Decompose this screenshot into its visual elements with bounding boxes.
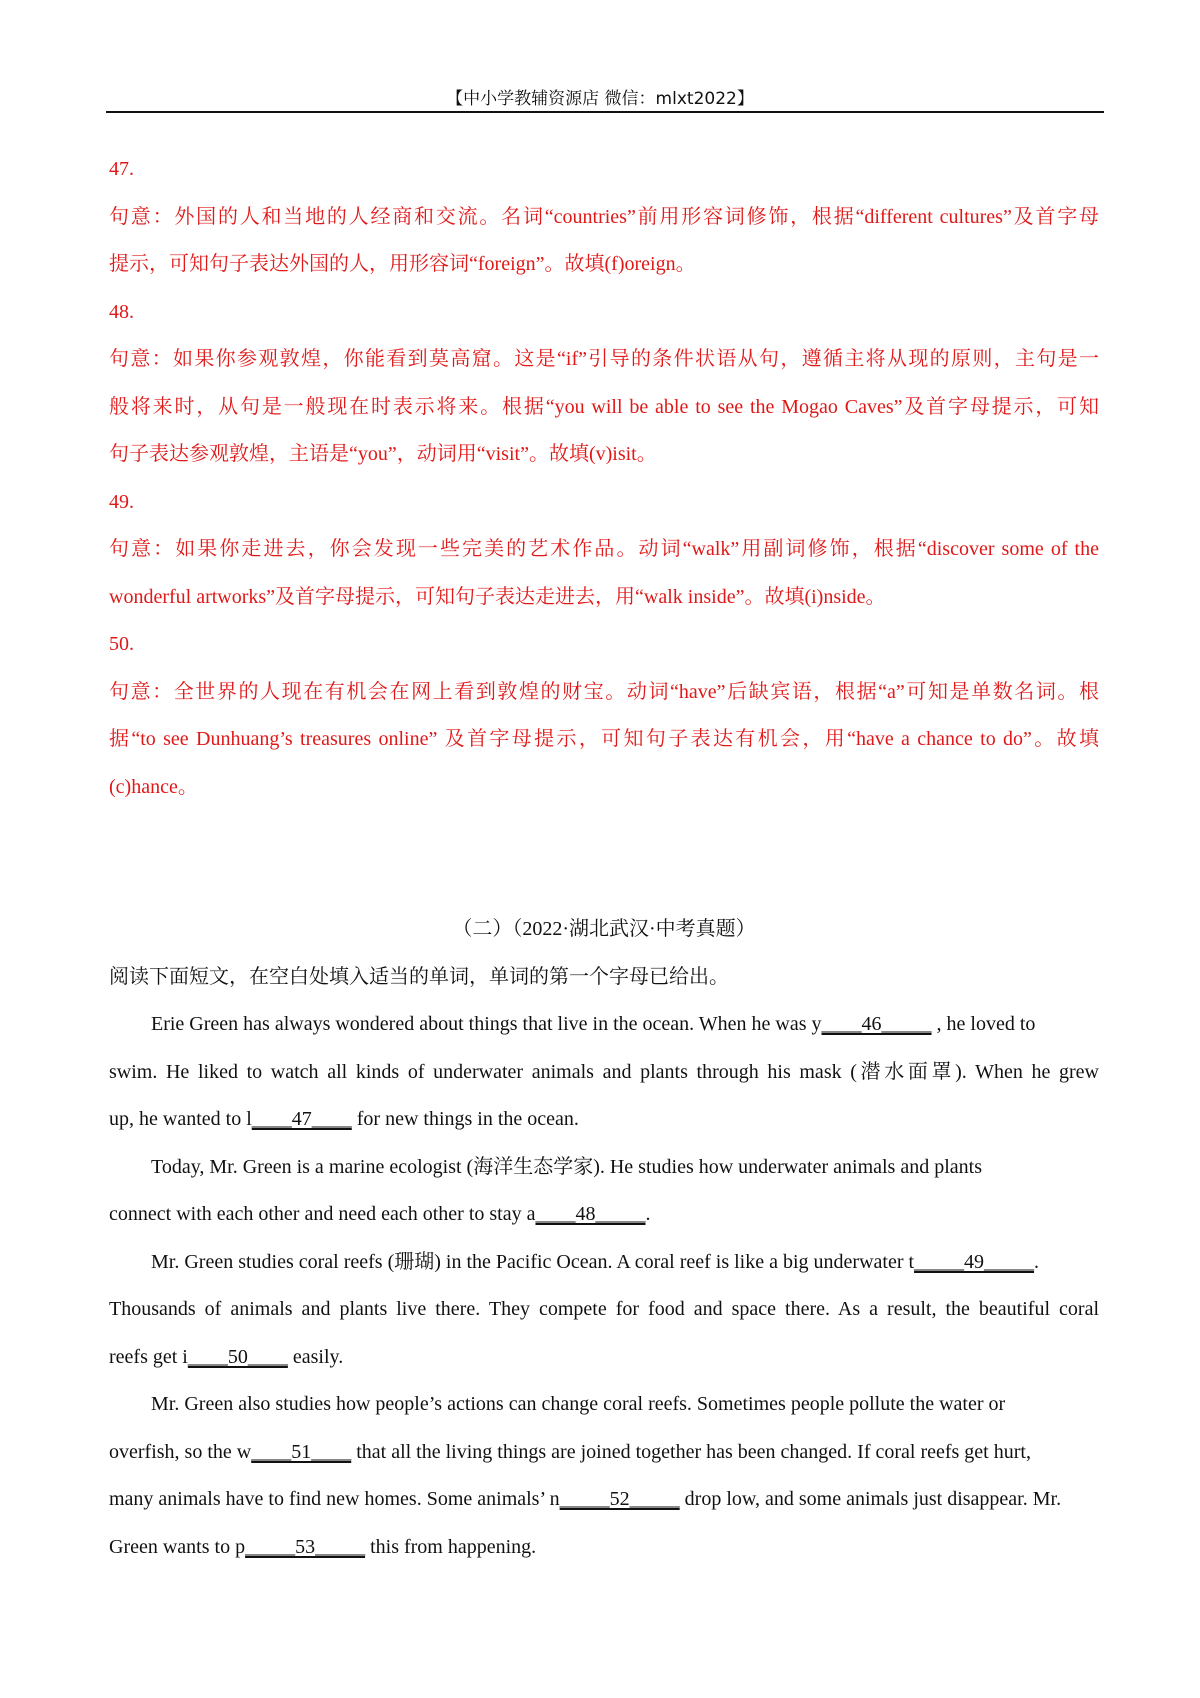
passage-p1-line-1 <box>109 1001 1099 1049</box>
answer-number-49: 49. <box>109 490 134 513</box>
text-segment: Mr. Green studies coral reefs (珊瑚) in the Pacific Ocean. A coral reef is like a big underwater t <box>151 1250 915 1273</box>
blank-46: ____46_____ <box>821 1013 932 1035</box>
passage-p1-line-3 <box>109 1096 1099 1144</box>
answer-49-line-2: wonderful artworks”及首字母提示，可知句子表达走进去，用“walk inside”。故填(i)nside。 <box>109 585 886 608</box>
text-segment: many animals have to find new homes. Some animals’ n <box>109 1488 560 1510</box>
answer-47-line-1: 句意：外国的人和当地的人经商和交流。名词“countries”前用形容词修饰，根据“different cultures”及首字母 <box>109 205 1099 228</box>
answer-50-line-2: 据“to see Dunhuang’s treasures online” 及首字母提示，可知句子表达有机会，用“have a chance to do”。故填 <box>109 728 1099 750</box>
answer-49-line-1: 句意：如果你走进去，你会发现一些完美的艺术作品。动词“walk”用副词修饰，根据“discover some of the <box>109 538 1099 560</box>
passage-p3-line-3 <box>109 1334 1099 1382</box>
passage-p2-line-2 <box>109 1191 1099 1239</box>
header-divider <box>106 111 1104 113</box>
blank-48: ____48_____ <box>535 1203 646 1225</box>
text-segment: Green wants to p <box>109 1535 246 1558</box>
blank-51: ____51____ <box>251 1440 352 1463</box>
text-segment: . <box>645 1203 651 1225</box>
answer-48-line-1: 句意：如果你参观敦煌，你能看到莫高窟。这是“if”引导的条件状语从句，遵循主将从现的原则，主句是一 <box>109 348 1099 370</box>
passage-p4-line-2 <box>109 1429 1099 1477</box>
text-segment: for new things in the ocean. <box>351 1108 579 1130</box>
section-instruction: 阅读下面短文，在空白处填入适当的单词，单词的第一个字母已给出。 <box>109 965 729 988</box>
text-segment: overfish, so the w <box>109 1440 252 1463</box>
blank-53: _____53_____ <box>245 1535 366 1558</box>
passage-p1-line-2: swim. He liked to watch all kinds of underwater animals and plants through his mask (潜水面罩). When he grew <box>109 1060 1099 1083</box>
text-segment: , he loved to <box>931 1013 1036 1035</box>
page-header: 【中小学教辅资源店 微信：mlxt2022】 <box>446 89 754 109</box>
answer-number-48: 48. <box>109 300 134 323</box>
answer-50-line-3: (c)hance。 <box>109 775 198 798</box>
blank-52: _____52_____ <box>559 1488 680 1510</box>
text-segment: connect with each other and need each other to stay a <box>109 1203 536 1225</box>
blank-47: ____47____ <box>251 1108 352 1130</box>
answer-48-line-2: 般将来时，从句是一般现在时表示将来。根据“you will be able to see the Mogao Caves”及首字母提示，可知 <box>109 395 1099 418</box>
passage-p4-line-4 <box>109 1524 1099 1572</box>
text-segment: . <box>1034 1250 1040 1273</box>
document-body <box>109 146 1099 1571</box>
blank-49: _____49_____ <box>914 1250 1035 1273</box>
passage-p4-line-3 <box>109 1476 1099 1524</box>
text-segment: that all the living things are joined together has been changed. If coral reefs get hurt, <box>351 1440 1031 1463</box>
answer-47-line-2: 提示，可知句子表达外国的人，用形容词“foreign”。故填(f)oreign。 <box>109 253 696 275</box>
text-segment: reefs get i <box>109 1345 188 1368</box>
answer-number-50: 50. <box>109 633 134 655</box>
passage-p2-line-1: Today, Mr. Green is a marine ecologist (海洋生态学家). He studies how underwater animals and plants <box>151 1155 982 1178</box>
text-segment: up, he wanted to l <box>109 1108 252 1130</box>
text-segment: this from happening. <box>365 1535 537 1558</box>
answer-number-47: 47. <box>109 158 134 180</box>
blank-50: ____50____ <box>187 1345 288 1368</box>
passage-p4-line-1: Mr. Green also studies how people’s actions can change coral reefs. Sometimes people pollute the water or <box>151 1393 1006 1415</box>
answer-48-line-3: 句子表达参观敦煌，主语是“you”，动词用“visit”。故填(v)isit。 <box>109 443 657 465</box>
answer-50-line-1: 句意：全世界的人现在有机会在网上看到敦煌的财宝。动词“have”后缺宾语，根据“a”可知是单数名词。根 <box>109 680 1099 703</box>
section-title: （二）（2022·湖北武汉·中考真题） <box>452 918 756 940</box>
text-segment: Erie Green has always wondered about things that live in the ocean. When he was y <box>151 1013 822 1035</box>
section-gap <box>109 811 1099 906</box>
text-segment: easily. <box>287 1345 344 1368</box>
passage-p3-line-2: Thousands of animals and plants live there. They compete for food and space there. As a result, the beautiful coral <box>109 1298 1099 1320</box>
passage-p3-line-1 <box>109 1239 1099 1287</box>
text-segment: drop low, and some animals just disappear. Mr. <box>679 1488 1062 1510</box>
